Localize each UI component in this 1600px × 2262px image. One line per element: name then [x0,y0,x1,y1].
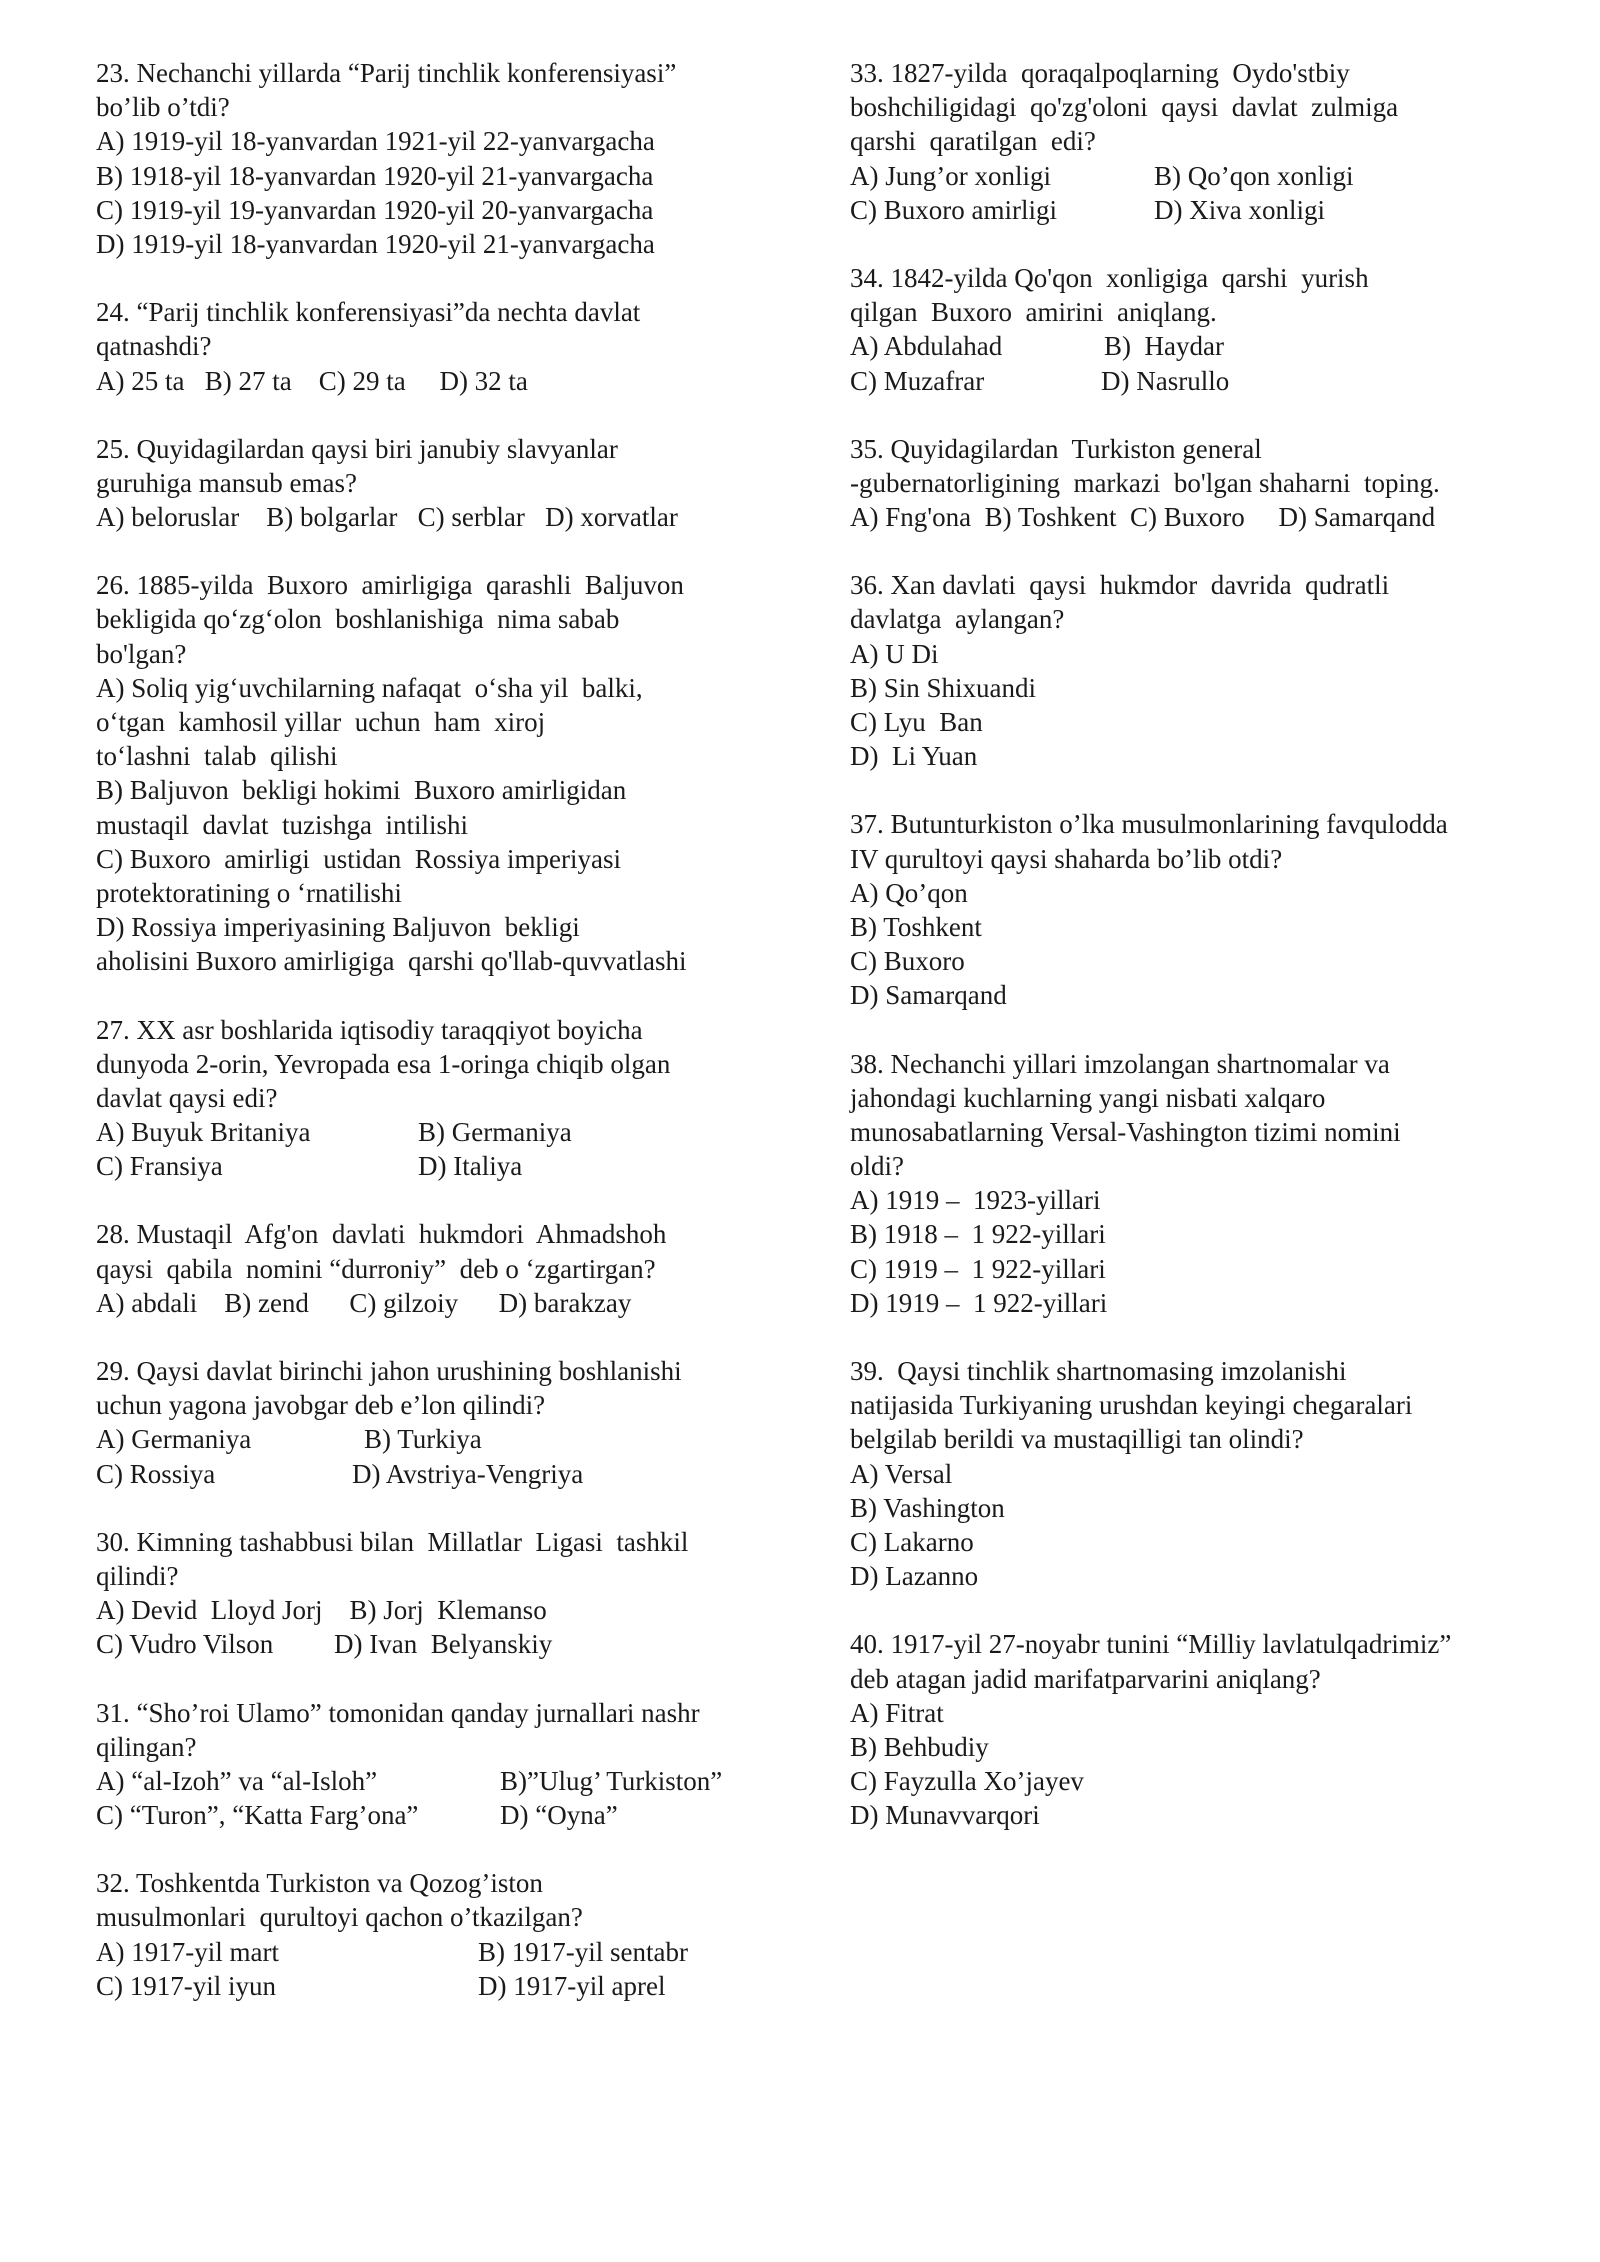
answer-option: A) 25 ta B) 27 ta C) 29 ta D) 32 ta [96,365,528,396]
answer-option-row [850,193,1520,227]
answer-option: B) 1918 – 1 922-yillari [850,1219,1106,1250]
question-text-line: 30. Kimning tashabbusi bilan Millatlar Ligasi tashkil [96,1526,689,1557]
answer-option-row [96,1149,796,1183]
question-text-line: 34. 1842-yilda Qo'qon xonligiga qarshi yurish [850,262,1369,293]
answer-option: D) 1919 – 1 922-yillari [850,1287,1108,1318]
question-q35 [850,432,1520,535]
question-text-line: 33. 1827-yilda qoraqalpoqlarning Oydo'stbiy [850,58,1350,88]
answer-option: C) Vudro Vilson D) Ivan Belyanskiy [96,1629,553,1660]
answer-option: B)”Ulug’ Turkiston” [500,1765,723,1796]
answer-option: D) Samarqand [850,980,1007,1011]
question-text-line: 31. “Sho’roi Ulamo” tomonidan qanday jurnallari nashr [96,1697,700,1728]
answer-option: B) Toshkent [850,911,982,942]
answer-option: B) 1918-yil 18-yanvardan 1920-yil 21-yanvargacha [96,160,654,191]
answer-option-row [96,1457,796,1491]
answer-option: A) Germaniya [96,1424,252,1455]
question-text-line: munosabatlarning Versal-Vashington tizimi nomini [850,1116,1401,1147]
answer-option: A) 1919 – 1923-yillari [850,1185,1101,1216]
question-text-line: 23. Nechanchi yillarda “Parij tinchlik konferensiyasi” [96,58,677,88]
question-q23 [96,56,796,261]
answer-option: D) Nasrullo [1101,365,1230,396]
question-text-line: 29. Qaysi davlat birinchi jahon urushining boshlanishi [96,1356,682,1386]
answer-option: A) 1919-yil 18-yanvardan 1921-yil 22-yanvargacha [96,126,655,157]
question-text-line: davlat qaysi edi? [96,1082,278,1113]
question-text-line: bekligida qo‘zg‘olon boshlanishiga nima sabab [96,604,620,635]
right-column [850,56,1520,1866]
question-text-line: qaysi qabila nomini “durroniy” deb o ‘zgartirgan? [96,1253,656,1284]
question-q37 [850,807,1520,1012]
answer-option: B) Sin Shixuandi [850,672,1037,703]
answer-option: D) 1919-yil 18-yanvardan 1920-yil 21-yanvargacha [96,228,655,259]
answer-option: D) Munavvarqori [850,1800,1040,1831]
question-text-line: qilindi? [96,1560,179,1591]
answer-option: A) Fitrat [850,1697,944,1728]
answer-option: protektoratining o ‘rnatilishi [96,877,402,908]
question-text-line: dunyoda 2-orin, Yevropada esa 1-oringa chiqib olgan [96,1048,671,1079]
answer-option: C) Rossiya [96,1458,216,1489]
answer-option: C) Buxoro amirligi [850,194,1057,225]
question-text-line: qilgan Buxoro amirini aniqlang. [850,297,1217,328]
answer-option: B) Behbudiy [850,1731,989,1762]
question-text-line: 36. Xan davlati qaysi hukmdor davrida qudratli [850,570,1390,601]
question-text-line: guruhiga mansub emas? [96,467,357,498]
answer-option: C) Muzafrar [850,365,985,396]
question-q36 [850,568,1520,773]
answer-option: A) Buyuk Britaniya [96,1117,311,1148]
answer-option: C) Lyu Ban [850,707,983,737]
answer-option-row [96,1764,796,1798]
answer-option: A) Abdulahad [850,331,1003,362]
question-text-line: 25. Quyidagilardan qaysi biri janubiy slavyanlar [96,433,618,464]
answer-option: A) U Di [850,638,939,669]
answer-option: D) 1917-yil aprel [478,1970,666,2001]
question-text-line: 24. “Parij tinchlik konferensiyasi”da nechta davlat [96,297,641,328]
question-text-line: jahondagi kuchlarning yangi nisbati xalqaro [850,1082,1326,1113]
answer-option: B) Germaniya [418,1117,572,1148]
question-q30 [96,1525,796,1662]
question-q24 [96,295,796,398]
answer-option: A) Jung’or xonligi [850,160,1051,191]
answer-option: C) Buxoro [850,946,965,977]
question-text-line: bo’lib o’tdi? [96,92,230,123]
question-q27 [96,1013,796,1184]
answer-option: D) “Oyna” [500,1800,618,1831]
question-q33 [850,56,1520,227]
question-q29 [96,1354,796,1491]
answer-option: C) 1919 – 1 922-yillari [850,1253,1106,1284]
answer-option: A) beloruslar B) bolgarlar C) serblar D) xorvatlar [96,502,678,533]
question-text-line: 32. Toshkentda Turkiston va Qozog’iston [96,1868,543,1899]
answer-option: B) Baljuvon bekligi hokimi Buxoro amirligidan [96,775,627,806]
question-text-line: 28. Mustaqil Afg'on davlati hukmdori Ahmadshoh [96,1219,667,1250]
answer-option: C) Fransiya [96,1151,223,1182]
question-text-line: deb atagan jadid marifatparvarini aniqlang? [850,1663,1321,1694]
answer-option: C) Buxoro amirligi ustidan Rossiya imperiyasi [96,843,621,874]
question-text-line: belgilab berildi va mustaqilligi tan olindi? [850,1424,1304,1455]
question-q38 [850,1047,1520,1321]
question-text-line: oldi? [850,1151,904,1182]
question-text-line: IV qurultoyi qaysi shaharda bo’lib otdi? [850,843,1283,874]
answer-option: B) 1917-yil sentabr [478,1936,688,1967]
answer-option: A) Versal [850,1458,953,1489]
question-text-line: uchun yagona javobgar deb e’lon qilindi? [96,1390,546,1421]
question-text-line: 39. Qaysi tinchlik shartnomasing imzolanishi [850,1356,1347,1386]
answer-option-row [96,1422,796,1456]
answer-option: A) Soliq yig‘uvchilarning nafaqat o‘sha yil balki, [96,672,643,703]
question-text-line: qarshi qaratilgan edi? [850,126,1096,157]
question-text-line: 40. 1917-yil 27-noyabr tunini “Milliy lavlatulqadrimiz” [850,1629,1452,1660]
answer-option: D) Rossiya imperiyasining Baljuvon bekligi [96,912,580,943]
answer-option: C) 1919-yil 19-yanvardan 1920-yil 20-yanvargacha [96,194,654,225]
answer-option: D) Avstriya-Vengriya [352,1458,584,1489]
question-text-line: 35. Quyidagilardan Turkiston general [850,433,1262,464]
question-text-line: 26. 1885-yilda Buxoro amirligiga qarashli Baljuvon [96,570,684,601]
question-text-line: 27. XX asr boshlarida iqtisodiy taraqqiyot boyicha [96,1014,643,1045]
answer-option: B) Qo’qon xonligi [1154,160,1354,191]
question-text-line: natijasida Turkiyaning urushdan keyingi chegaralari [850,1390,1413,1421]
question-text-line: 37. Butunturkiston o’lka musulmonlarining favqulodda [850,809,1448,840]
question-q28 [96,1217,796,1320]
answer-option: D) Xiva xonligi [1154,194,1325,225]
answer-option: C) “Turon”, “Katta Farg’ona” [96,1800,419,1831]
answer-option: A) Fng'ona B) Toshkent C) Buxoro D) Samarqand [850,502,1436,533]
answer-option-row [96,1969,796,2003]
answer-option-row [850,329,1520,363]
question-text-line: bo'lgan? [96,638,187,669]
question-q31 [96,1696,796,1833]
answer-option: to‘lashni talab qilishi [96,741,338,772]
answer-option: B) Vashington [850,1492,1005,1523]
answer-option: C) Lakarno [850,1526,974,1557]
question-text-line: 38. Nechanchi yillari imzolangan shartnomalar va [850,1048,1390,1079]
left-column [96,56,796,2037]
question-q32 [96,1866,796,2003]
answer-option: A) 1917-yil mart [96,1936,279,1967]
question-text-line: davlatga aylangan? [850,604,1065,635]
answer-option-row [850,159,1520,193]
question-q34 [850,261,1520,398]
answer-option: D) Li Yuan [850,741,978,772]
answer-option: A) abdali B) zend C) gilzoiy D) barakzay [96,1287,632,1318]
answer-option: A) Devid Lloyd Jorj B) Jorj Klemanso [96,1595,547,1626]
answer-option: C) 1917-yil iyun [96,1970,276,2001]
question-text-line: musulmonlari qurultoyi qachon o’tkazilgan? [96,1902,583,1933]
question-text-line: qilingan? [96,1731,197,1762]
answer-option: C) Fayzulla Xo’jayev [850,1766,1084,1797]
answer-option: mustaqil davlat tuzishga intilishi [96,809,468,840]
answer-option-row [96,1798,796,1832]
answer-option: aholisini Buxoro amirligiga qarshi qo'llab-quvvatlashi [96,946,687,977]
answer-option: D) Italiya [418,1151,523,1182]
answer-option-row [96,1935,796,1969]
answer-option: o‘tgan kamhosil yillar uchun ham xiroj [96,707,546,737]
answer-option-row [850,364,1520,398]
answer-option: A) “al-Izoh” va “al-Isloh” [96,1765,378,1796]
question-q26 [96,568,796,978]
question-text-line: qatnashdi? [96,331,212,362]
question-text-line: boshchiligidagi qo'zg'oloni qaysi davlat zulmiga [850,92,1399,123]
question-q25 [96,432,796,535]
answer-option-row [96,1115,796,1149]
question-q40 [850,1627,1520,1832]
answer-option: B) Turkiya [364,1424,482,1455]
question-q39 [850,1354,1520,1593]
answer-option: A) Qo’qon [850,877,968,908]
answer-option: B) Haydar [1104,331,1224,362]
question-text-line: -gubernatorligining markazi bo'lgan shaharni toping. [850,467,1440,498]
answer-option: D) Lazanno [850,1561,979,1592]
